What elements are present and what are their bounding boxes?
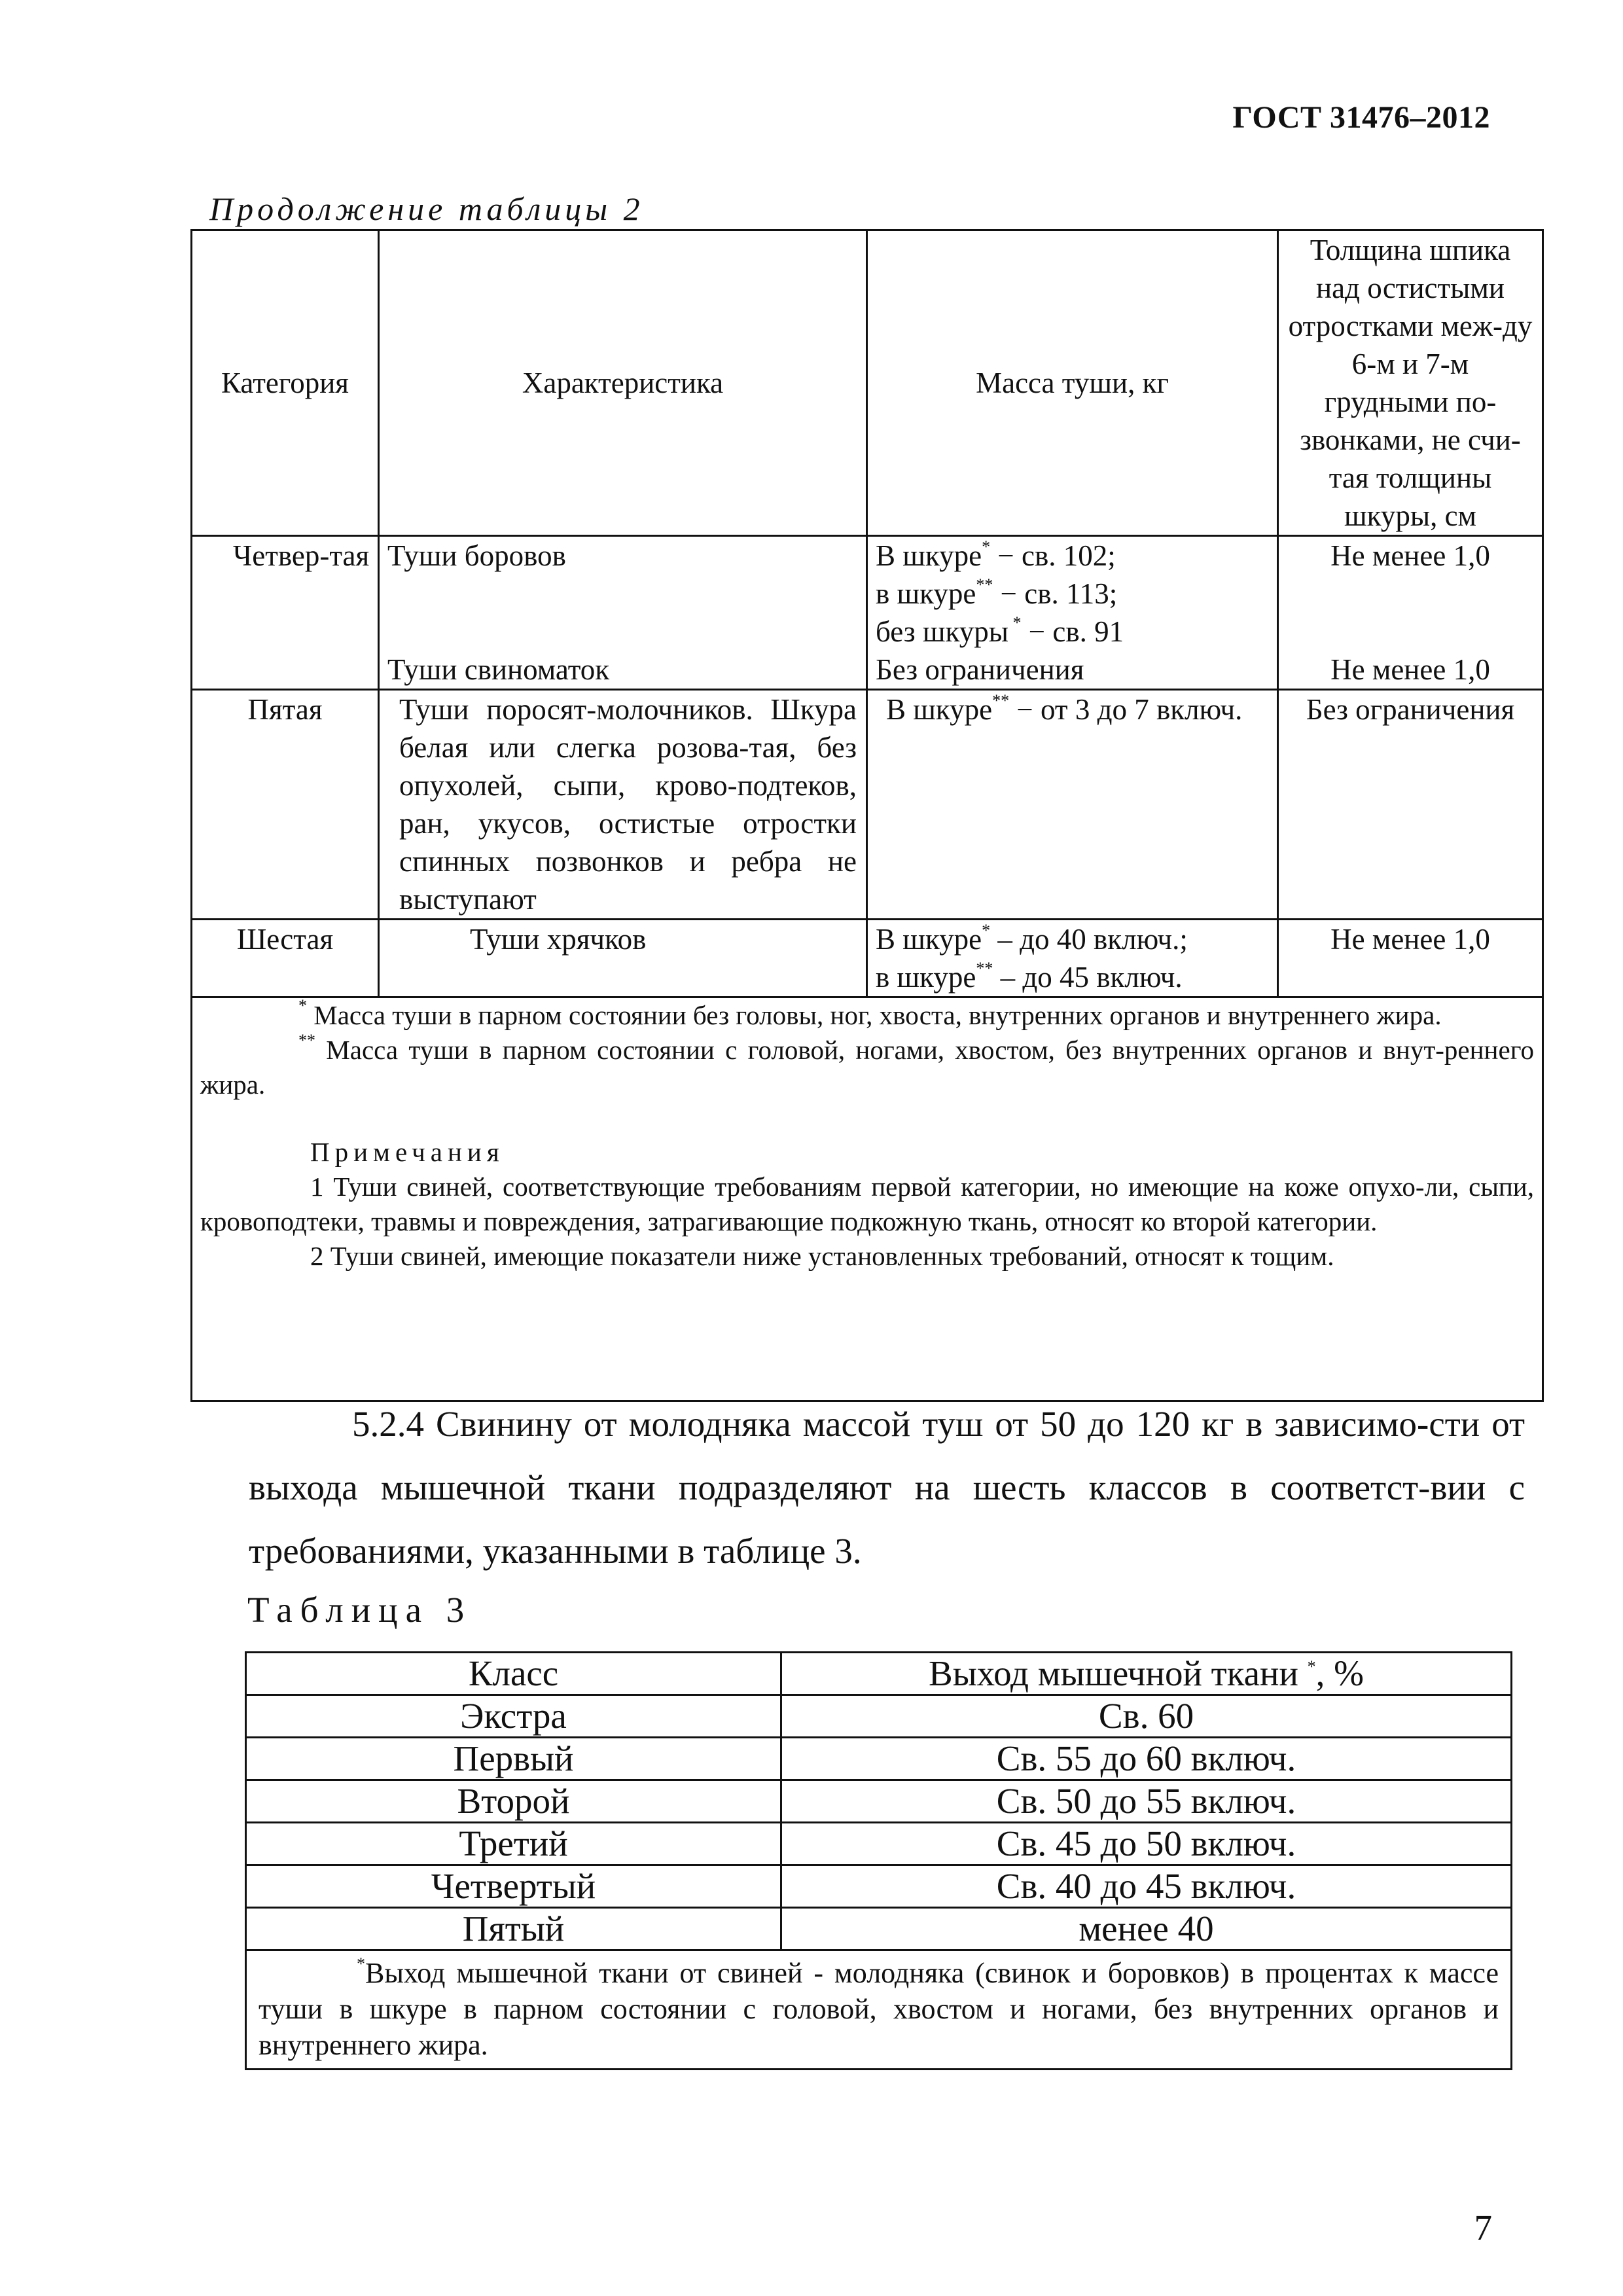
table-header-row [246, 1653, 1512, 1695]
mass-line [876, 575, 1269, 613]
class-cell: Второй [246, 1780, 781, 1823]
table-row [246, 1780, 1512, 1823]
mass-line [876, 537, 1269, 575]
footnote-marker: * [1307, 1657, 1316, 1676]
footnote-text: Выход мышечной ткани от свиней - молодняка (свинок и боровков) в процентах к массе туши в шкуре в парном состоянии с головой, хвостом и ногами, без внутренних органов и внутреннего жира. [259, 1957, 1499, 2061]
class-cell: Экстра [246, 1695, 781, 1738]
table-row [246, 1695, 1512, 1738]
thickness-value: Не менее 1,0 [1330, 653, 1490, 686]
table-footnote-row [246, 1950, 1512, 2070]
footnote-marker: ** [976, 575, 993, 594]
table-2 [190, 229, 1544, 1402]
paragraph-text: 5.2.4 Свинину от молодняка массой туш от 50 до 120 кг в зависимо-сти от выхода мышечной ткани подразделяют на шесть классов в соответст-вии с требованиями, указанными в таблице 3. [249, 1404, 1525, 1571]
yield-cell: Св. 60 [781, 1695, 1512, 1738]
footnote-2 [200, 1033, 1534, 1102]
table-header-row [192, 230, 1543, 536]
header-characteristic: Характеристика [379, 230, 867, 536]
table-continuation-caption: Продолжение таблицы 2 [209, 190, 644, 227]
table-3 [245, 1651, 1512, 2070]
header-yield [781, 1653, 1512, 1695]
mass-text: Без ограничения [876, 653, 1084, 686]
table-3-label: Таблица 3 [247, 1590, 473, 1630]
class-cell: Первый [246, 1738, 781, 1780]
header-text: Выход мышечной ткани [929, 1653, 1308, 1693]
note-2: 2 Туши свиней, имеющие показатели ниже установленных требований, относят к тощим. [310, 1241, 1334, 1271]
mass-line [876, 958, 1269, 996]
mass-value: − св. 113; [993, 577, 1118, 610]
table-3-footnote [246, 1950, 1512, 2070]
table-row [246, 1865, 1512, 1908]
notes-title: Примечания [310, 1137, 505, 1167]
header-mass: Масса туши, кг [867, 230, 1278, 536]
mass-line [876, 920, 1269, 958]
mass-text: в шкуре [876, 961, 976, 994]
mass-value: – до 40 включ.; [990, 923, 1188, 956]
footnote-text: Масса туши в парном состоянии с головой, ногами, хвостом, без внутренних органов и внут-реннего жира. [200, 1035, 1534, 1100]
row-characteristic: Туши поросят-молочников. Шкура белая или слегка розова-тая, без опухолей, сыпи, крово-подтеков, ран, укусов, остистые отростки спинных позвонков и ребра не выступают [379, 690, 867, 920]
header-class: Класс [246, 1653, 781, 1695]
mass-line [876, 613, 1269, 651]
row-characteristic: Туши хрячков [379, 920, 867, 997]
footnote-marker: * [298, 996, 307, 1015]
footnote-1 [200, 998, 1534, 1033]
row-mass [867, 690, 1278, 920]
footnote-marker: * [982, 921, 991, 940]
row-mass [867, 536, 1278, 690]
mass-value: − св. 102; [990, 539, 1116, 572]
header-thickness: Толщина шпика над остистыми отростками меж-ду 6-м и 7-м грудными по-звонками, не счи-тая толщины шкуры, см [1278, 230, 1543, 536]
row-category [192, 536, 379, 690]
thickness-value: Не менее 1,0 [1330, 539, 1490, 572]
footnote-marker: * [357, 1954, 365, 1973]
row-thickness: Не менее 1,0 [1278, 920, 1543, 997]
mass-text: В шкуре [876, 923, 982, 956]
mass-text: В шкуре [886, 693, 993, 726]
row-characteristic [379, 536, 867, 690]
footnote-marker: ** [992, 691, 1010, 710]
table-row [192, 536, 1543, 690]
table-row [246, 1823, 1512, 1865]
mass-text: В шкуре [876, 539, 982, 572]
mass-value: − св. 91 [1021, 615, 1124, 648]
table-row [192, 690, 1543, 920]
table-row [192, 920, 1543, 997]
table-row [246, 1908, 1512, 1950]
char-sows: Туши свиноматок [387, 653, 610, 686]
footnote-marker: ** [976, 959, 993, 978]
yield-cell: Св. 45 до 50 включ. [781, 1823, 1512, 1865]
mass-value: − от 3 до 7 включ. [1009, 693, 1243, 726]
table-row [246, 1738, 1512, 1780]
header-unit: , % [1315, 1653, 1364, 1693]
row-thickness [1278, 536, 1543, 690]
footnote-marker: ** [298, 1031, 315, 1050]
yield-cell: Св. 55 до 60 включ. [781, 1738, 1512, 1780]
footnote-text: Масса туши в парном состоянии без головы, ног, хвоста, внутренних органов и внутреннего жира. [307, 1000, 1442, 1030]
yield-cell: менее 40 [781, 1908, 1512, 1950]
table-notes-row [192, 997, 1543, 1401]
char-boars: Туши боровов [387, 539, 566, 572]
page-number: 7 [1474, 2208, 1492, 2248]
class-cell: Пятый [246, 1908, 781, 1950]
mass-text: в шкуре [876, 577, 976, 610]
mass-value: – до 45 включ. [993, 961, 1183, 994]
footnote-marker: * [1008, 613, 1022, 632]
yield-cell: Св. 50 до 55 включ. [781, 1780, 1512, 1823]
paragraph-5-2-4 [249, 1392, 1525, 1583]
note-1: 1 Туши свиней, соответствующие требованиям первой категории, но имеющие на коже опухо-ли, сыпи, кровоподтеки, травмы и повреждения, затрагивающие подкожную ткань, относят ко второй категории. [200, 1172, 1534, 1236]
class-cell: Третий [246, 1823, 781, 1865]
row-thickness: Без ограничения [1278, 690, 1543, 920]
footnote-marker: * [982, 537, 991, 556]
mass-text: без шкуры [876, 615, 1008, 648]
row-mass [867, 920, 1278, 997]
header-category: Категория [192, 230, 379, 536]
class-cell: Четвертый [246, 1865, 781, 1908]
row-category: Шестая [192, 920, 379, 997]
row-category: Пятая [192, 690, 379, 920]
category-text: Четвер-тая [233, 539, 370, 572]
yield-cell: Св. 40 до 45 включ. [781, 1865, 1512, 1908]
table-notes [192, 997, 1543, 1401]
document-code: ГОСТ 31476–2012 [1232, 100, 1490, 135]
